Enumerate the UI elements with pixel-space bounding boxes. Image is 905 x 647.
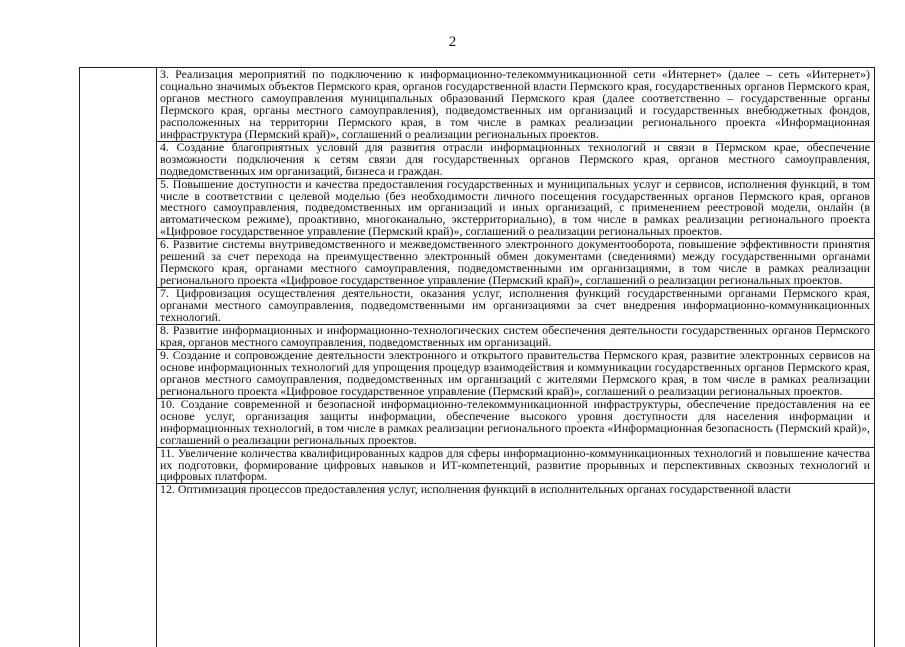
list-item-4: 4. Создание благоприятных условий для развития отрасли информационных технологий и связи в Пермском крае, обеспечение возможности подключения к сетям связи для государственных органов Пермского края, органов местного самоуправления, подведомственных им организаций, бизнеса и граждан. <box>157 142 874 179</box>
list-item-5: 5. Повышение доступности и качества предоставления государственных и муниципальных услуг и сервисов, исполнения функций, в том числе в соответствии с целевой моделью (без необходимости личного посещения государственных органов Пермского края, органов местного самоуправления, подведомственных им организаций и иных организаций, с применением реестровой модели, онлайн (в автоматическом режиме), проактивно, многоканально, экстерриториально), в том числе в рамках реализации регионального проекта «Цифровое государственное управление (Пермский край)», соглашений о реализации региональных проектов. <box>157 179 874 240</box>
page-number: 2 <box>448 34 457 50</box>
list-item-8: 8. Развитие информационных и информационно-технологических систем обеспечения деятельности государственных органов Пермского края, органов местного самоуправления, подведомственных им организаций. <box>157 325 874 350</box>
document-table <box>79 67 875 647</box>
list-item-6: 6. Развитие системы внутриведомственного и межведомственного электронного документооборота, повышение эффективности принятия решений за счет перехода на преимущественно электронный обмен документами (сведениями) между государственными органами Пермского края, органами местного самоуправления, подведомственными им организациями, в том числе в рамках реализации регионального проекта «Цифровое государственное управление (Пермский край)», соглашений о реализации региональных проектов. <box>157 239 874 288</box>
list-item-11: 11. Увеличение количества квалифицированных кадров для сферы информационно-коммуникационных технологий и повышение качества их подготовки, формирование цифровых навыков и ИТ-компетенций, развитие прорывных и перспективных сквозных технологий и цифровых платформ. <box>157 448 874 485</box>
list-item-3: 3. Реализация мероприятий по подключению к информационно-телекоммуникационной сети «Интернет» (далее – сеть «Интернет») социально значимых объектов Пермского края, органов государственной власти Пермского края, государственных органов Пермского края, органов местного самоуправления муниципальных образований Пермского края (далее соответственно – государственные органы Пермского края, органы местного самоуправления), подведомственных им организаций и государственных внебюджетных фондов, расположенных на территории Пермского края, в том числе в рамках реализации регионального проекта «Информационная инфраструктура (Пермский край)», соглашений о реализации региональных проектов. <box>157 69 874 142</box>
list-item-7: 7. Цифровизация осуществления деятельности, оказания услуг, исполнения функций государственными органами Пермского края, органами местного самоуправления, подведомственными им организациями за счет внедрения информационно-коммуникационных технологий. <box>157 288 874 325</box>
table-left-column <box>80 68 157 647</box>
table-right-column <box>157 68 874 647</box>
list-item-10: 10. Создание современной и безопасной информационно-телекоммуникационной инфраструктуры, обеспечение предоставления на ее основе услуг, организация защиты информации, обеспечение высокого уровня доступности для населения информации и информационных технологий, в том числе в рамках реализации регионального проекта «Информационная безопасность (Пермский край)», соглашений о реализации региональных проектов. <box>157 399 874 448</box>
list-item-9: 9. Создание и сопровождение деятельности электронного и открытого правительства Пермского края, развитие электронных сервисов на основе информационных технологий для упрощения процедур взаимодействия и коммуникации государственных органов Пермского края, органов местного самоуправления, подведомственных им организаций с жителями Пермского края, в том числе в рамках реализации регионального проекта «Цифровое государственное управление (Пермский край)», соглашений о реализации региональных проектов. <box>157 350 874 399</box>
list-item-12: 12. Оптимизация процессов предоставления услуг, исполнения функций в исполнительных органах государственной власти <box>160 482 791 497</box>
